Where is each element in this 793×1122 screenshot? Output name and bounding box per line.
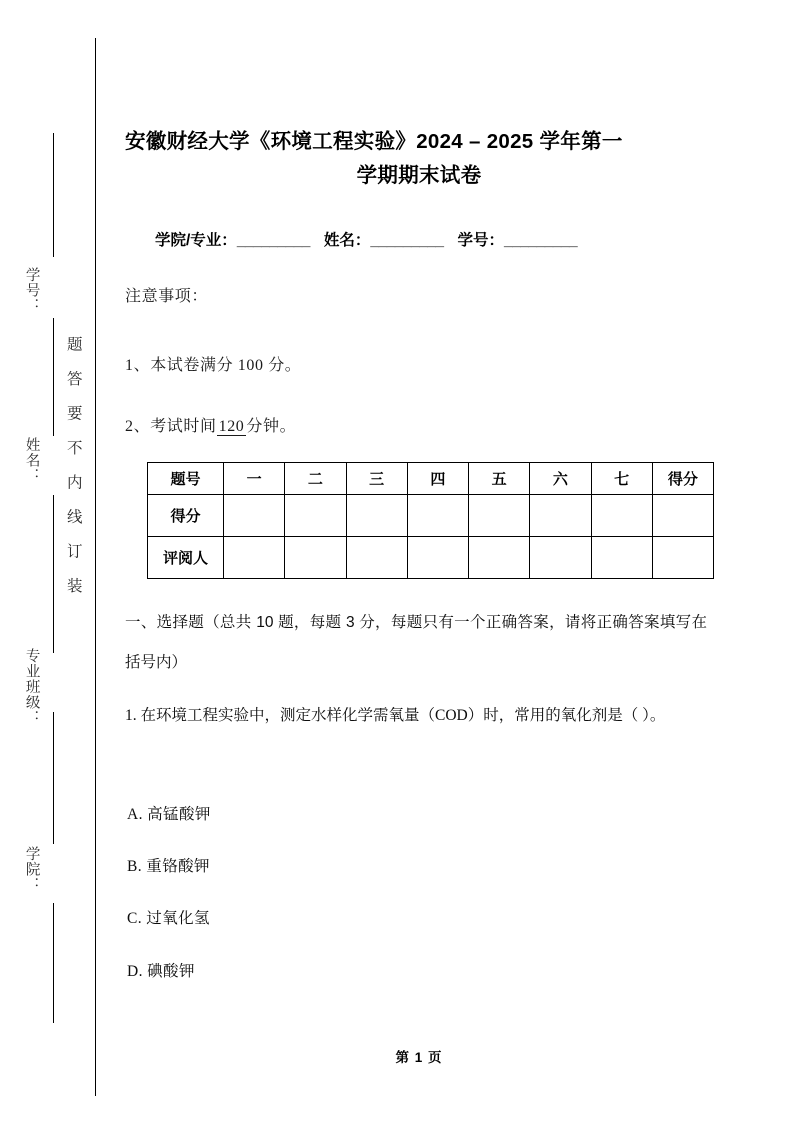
table-header-cell: 二 xyxy=(285,463,346,495)
question-1-option-b[interactable]: B. 重铬酸钾 xyxy=(127,858,210,875)
table-cell[interactable] xyxy=(652,495,713,537)
seal-label-college-text: 学院： xyxy=(23,846,40,893)
seal-label-class-text: 专业班级： xyxy=(23,648,40,726)
student-id-blank[interactable]: _________ xyxy=(504,232,578,249)
notes-item-2 xyxy=(125,413,296,436)
page-title xyxy=(125,125,713,193)
seal-rule-segment-5 xyxy=(53,903,54,1023)
seal-inner-vertical-text xyxy=(58,336,88,598)
exam-duration-value[interactable]: 120 xyxy=(218,418,245,435)
question-1-option-a[interactable]: A. 高锰酸钾 xyxy=(127,806,211,823)
table-cell[interactable] xyxy=(652,537,713,579)
exam-paper-body xyxy=(125,0,715,1122)
table-header-cell: 题号 xyxy=(148,463,224,495)
table-cell[interactable] xyxy=(407,495,468,537)
seal-inner-text: 题 答 要 不 内 线 订 装 xyxy=(64,336,82,594)
question-1-option-d[interactable]: D. 碘酸钾 xyxy=(127,963,195,980)
seal-label-name xyxy=(16,437,46,488)
page-footer: 第 1 页 xyxy=(395,1050,443,1065)
table-row-label: 得分 xyxy=(148,495,224,537)
section-heading-1: 一、选择题（总共 10 题，每题 3 分，每题只有一个正确答案，请将正确答案填写在括号内） xyxy=(125,614,707,671)
table-cell[interactable] xyxy=(224,495,285,537)
table-cell[interactable] xyxy=(591,537,652,579)
student-id-label: 学号： xyxy=(457,232,505,249)
table-cell[interactable] xyxy=(530,537,591,579)
notes-heading: 注意事项： xyxy=(125,288,209,305)
table-cell[interactable] xyxy=(407,537,468,579)
seal-label-name-text: 姓名： xyxy=(23,437,40,484)
seal-rule-segment-1 xyxy=(53,133,54,257)
college-major-blank[interactable]: _________ xyxy=(236,232,310,249)
notes-item-2-suffix: 分钟。 xyxy=(246,418,297,435)
seal-label-student-id xyxy=(16,267,46,318)
score-table xyxy=(147,462,714,579)
notes-item-1: 1、本试卷满分 100 分。 xyxy=(125,357,302,374)
table-header-cell: 四 xyxy=(407,463,468,495)
table-cell[interactable] xyxy=(469,537,530,579)
table-cell[interactable] xyxy=(591,495,652,537)
seal-rule-segment-3 xyxy=(53,495,54,653)
table-cell[interactable] xyxy=(346,537,407,579)
seal-line-margin xyxy=(0,0,110,1122)
page-title-line-2: 学期期末试卷 xyxy=(356,164,482,187)
table-header-cell: 七 xyxy=(591,463,652,495)
question-1-stem: 1. 在环境工程实验中，测定水样化学需氧量（COD）时，常用的氧化剂是（ ）。 xyxy=(125,707,666,724)
table-cell[interactable] xyxy=(285,537,346,579)
table-row-label: 评阅人 xyxy=(148,537,224,579)
table-row xyxy=(148,537,714,579)
name-label: 姓名： xyxy=(323,232,371,249)
question-1-option-c[interactable]: C. 过氧化氢 xyxy=(127,910,210,927)
student-identity-fields xyxy=(155,228,715,250)
table-header-cell: 一 xyxy=(224,463,285,495)
table-cell[interactable] xyxy=(224,537,285,579)
seal-label-student-id-text: 学号： xyxy=(23,267,40,314)
seal-label-class xyxy=(16,648,46,730)
table-header-cell: 六 xyxy=(530,463,591,495)
seal-rule-segment-4 xyxy=(53,712,54,844)
seal-label-college xyxy=(16,846,46,897)
table-header-cell: 得分 xyxy=(652,463,713,495)
table-row xyxy=(148,495,714,537)
college-major-label: 学院/专业： xyxy=(155,232,237,249)
notes-item-2-prefix: 2、考试时间 xyxy=(125,418,217,435)
seal-rule-segment-2 xyxy=(53,318,54,436)
table-row-header xyxy=(148,463,714,495)
table-header-cell: 五 xyxy=(469,463,530,495)
table-cell[interactable] xyxy=(285,495,346,537)
table-cell[interactable] xyxy=(469,495,530,537)
table-cell[interactable] xyxy=(346,495,407,537)
name-blank[interactable]: _________ xyxy=(370,232,444,249)
table-header-cell: 三 xyxy=(346,463,407,495)
page-title-line-1: 安徽财经大学《环境工程实验》2024 – 2025 学年第一 xyxy=(125,130,623,153)
table-cell[interactable] xyxy=(530,495,591,537)
seal-rule-main xyxy=(95,38,96,1096)
